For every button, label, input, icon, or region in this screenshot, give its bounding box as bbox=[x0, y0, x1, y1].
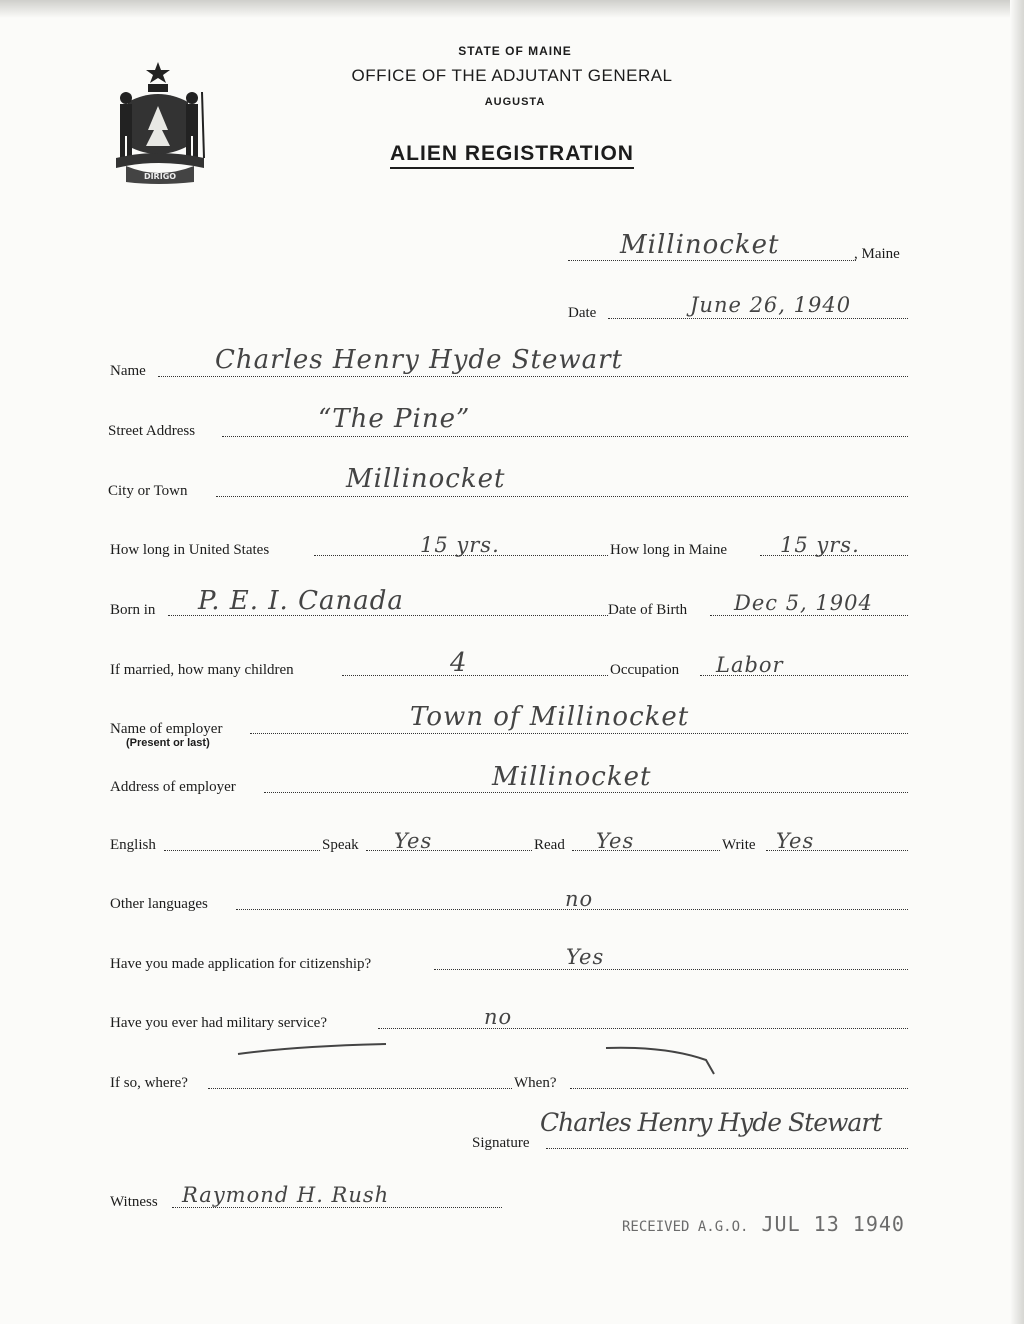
citizenship-label: Have you made application for citizenship? bbox=[110, 956, 372, 972]
scan-top-edge bbox=[0, 0, 1024, 18]
military-label: Have you ever had military service? bbox=[110, 1015, 327, 1031]
svg-text:DIRIGO: DIRIGO bbox=[143, 172, 177, 181]
header-city: AUGUSTA bbox=[484, 96, 546, 108]
place-value: Millinocket bbox=[620, 230, 780, 260]
employer-address-line bbox=[264, 792, 908, 793]
years-maine-label: How long in Maine bbox=[610, 542, 728, 558]
where-line bbox=[208, 1088, 512, 1089]
employer-label: Name of employer bbox=[110, 721, 223, 737]
other-languages-label: Other languages bbox=[110, 896, 208, 912]
street-label: Street Address bbox=[108, 423, 196, 439]
read-label: Read bbox=[534, 837, 565, 853]
city-label: City or Town bbox=[108, 483, 188, 499]
speak-line bbox=[366, 850, 532, 851]
citizenship-value: Yes bbox=[566, 945, 605, 969]
street-line bbox=[222, 436, 908, 437]
city-value: Millinocket bbox=[346, 464, 506, 494]
name-value: Charles Henry Hyde Stewart bbox=[215, 345, 624, 375]
employer-sublabel: (Present or last) bbox=[126, 737, 210, 749]
military-value: no bbox=[484, 1005, 513, 1029]
born-in-label: Born in bbox=[110, 602, 156, 618]
speak-label: Speak bbox=[322, 837, 359, 853]
received-stamp bbox=[622, 1212, 905, 1236]
citizenship-line bbox=[434, 969, 908, 970]
occupation-value: Labor bbox=[716, 653, 784, 677]
signature-value: Charles Henry Hyde Stewart bbox=[540, 1108, 882, 1137]
form-title: ALIEN REGISTRATION bbox=[0, 142, 1024, 166]
when-label: When? bbox=[514, 1075, 557, 1091]
date-value: June 26, 1940 bbox=[690, 293, 852, 317]
signature-line bbox=[546, 1148, 908, 1149]
employer-line bbox=[250, 733, 908, 734]
employer-value: Town of Millinocket bbox=[410, 702, 690, 732]
children-line bbox=[342, 675, 608, 676]
place-line bbox=[568, 260, 856, 261]
signature-label: Signature bbox=[472, 1135, 530, 1151]
received-stamp-date: JUL 13 1940 bbox=[761, 1212, 905, 1236]
street-value: “The Pine” bbox=[318, 404, 471, 434]
write-label: Write bbox=[722, 837, 756, 853]
received-stamp-text: RECEIVED A.G.O. bbox=[622, 1219, 749, 1235]
born-in-value: P. E. I. Canada bbox=[198, 586, 404, 616]
when-line bbox=[570, 1088, 908, 1089]
dob-label: Date of Birth bbox=[608, 602, 688, 618]
occupation-label: Occupation bbox=[610, 662, 680, 678]
not-applicable-strokes bbox=[236, 1040, 716, 1080]
name-label: Name bbox=[110, 363, 146, 379]
children-label: If married, how many children bbox=[110, 662, 294, 678]
employer-address-value: Millinocket bbox=[492, 762, 652, 792]
employer-address-label: Address of employer bbox=[110, 779, 236, 795]
years-us-label: How long in United States bbox=[110, 542, 270, 558]
city-line bbox=[216, 496, 908, 497]
place-label: , Maine bbox=[854, 246, 900, 262]
speak-value: Yes bbox=[394, 829, 433, 853]
english-label: English bbox=[110, 837, 156, 853]
scan-right-edge bbox=[1010, 0, 1024, 1324]
english-line bbox=[164, 850, 320, 851]
years-maine-value: 15 yrs. bbox=[780, 533, 860, 557]
read-line bbox=[572, 850, 720, 851]
children-value: 4 bbox=[450, 648, 468, 678]
header-state: STATE OF MAINE bbox=[458, 44, 572, 58]
military-line bbox=[378, 1028, 908, 1029]
where-label: If so, where? bbox=[110, 1075, 188, 1091]
read-value: Yes bbox=[596, 829, 635, 853]
witness-value: Raymond H. Rush bbox=[182, 1183, 390, 1207]
name-line bbox=[158, 376, 908, 377]
years-us-value: 15 yrs. bbox=[420, 533, 500, 557]
date-label: Date bbox=[568, 305, 597, 321]
header-office: OFFICE OF THE ADJUTANT GENERAL bbox=[351, 66, 673, 85]
write-value: Yes bbox=[776, 829, 815, 853]
dob-value: Dec 5, 1904 bbox=[734, 591, 873, 615]
witness-label: Witness bbox=[110, 1194, 158, 1210]
other-languages-value: no bbox=[565, 887, 594, 911]
